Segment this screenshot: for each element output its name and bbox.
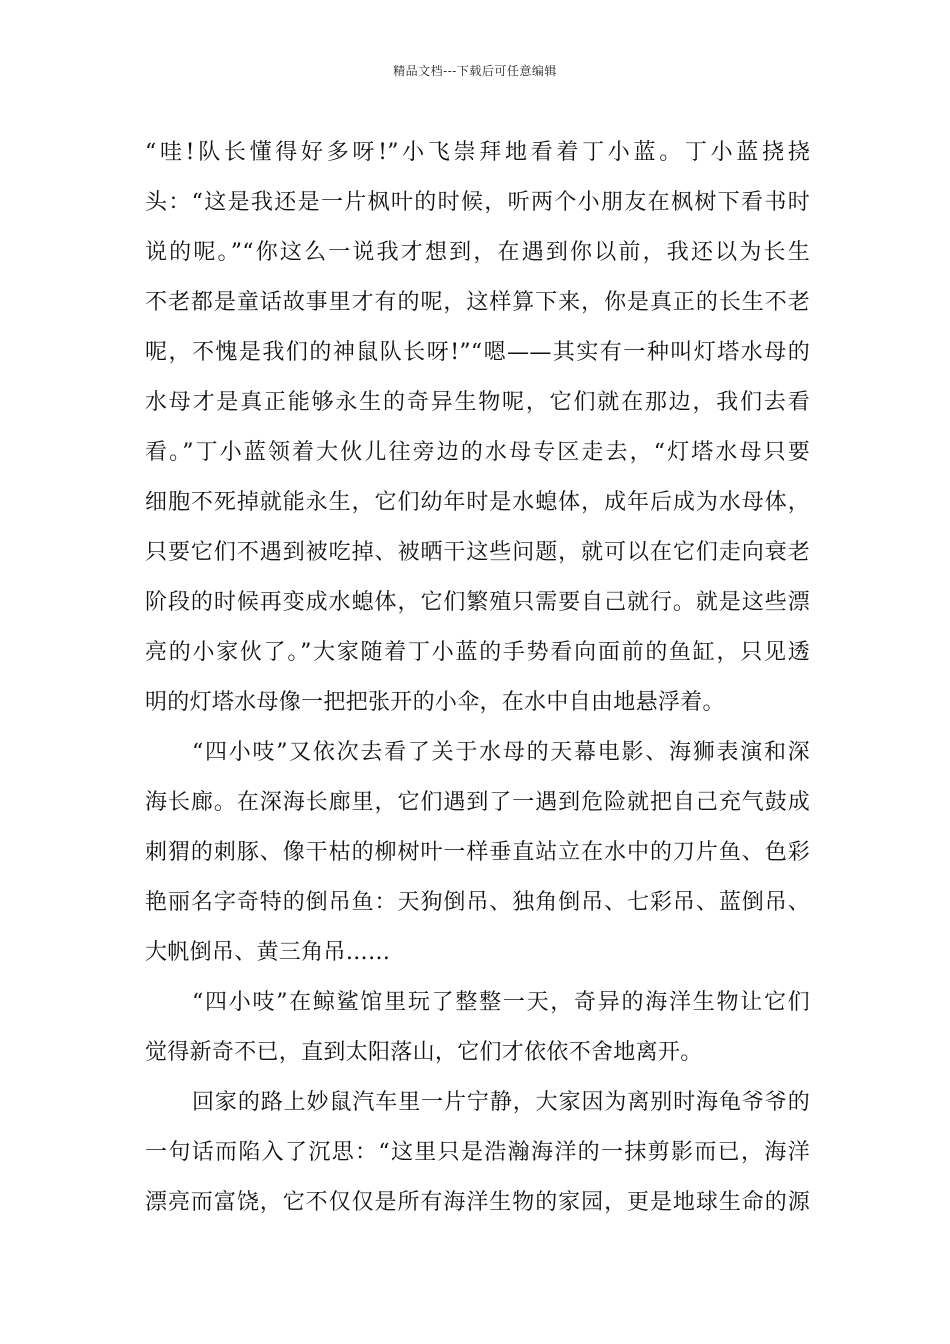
text-line: 只要它们不遇到被吃掉、被晒干这些问题，就可以在它们走向衰老 <box>145 540 810 565</box>
text-line: 看。”丁小蓝领着大伙儿往旁边的水母专区走去，“灯塔水母只要 <box>145 440 810 465</box>
text-line: “哇!队长懂得好多呀!”小飞崇拜地看着丁小蓝。丁小蓝挠挠 <box>145 140 810 165</box>
text-line: 觉得新奇不已，直到太阳落山，它们才依依不舍地离开。 <box>145 1040 703 1065</box>
text-line: 回家的路上妙鼠汽车里一片宁静，大家因为离别时海龟爷爷的 <box>192 1090 810 1115</box>
text-line: 亮的小家伙了。”大家随着丁小蓝的手势看向面前的鱼缸，只见透 <box>145 640 810 665</box>
text-line: 水母才是真正能够永生的奇异生物呢，它们就在那边，我们去看 <box>145 390 810 415</box>
text-line: 刺猬的刺豚、像干枯的柳树叶一样垂直站立在水中的刀片鱼、色彩 <box>145 840 810 865</box>
text-line: 明的灯塔水母像一把把张开的小伞，在水中自由地悬浮着。 <box>145 690 725 715</box>
body-text <box>145 128 810 1228</box>
text-line: 艳丽名字奇特的倒吊鱼：天狗倒吊、独角倒吊、七彩吊、蓝倒吊、 <box>145 890 810 915</box>
text-line: “四小吱”又依次去看了关于水母的天幕电影、海狮表演和深 <box>192 740 810 765</box>
text-line: 阶段的时候再变成水螅体，它们繁殖只需要自己就行。就是这些漂 <box>145 590 810 615</box>
text-line: 头：“这是我还是一片枫叶的时候，听两个小朋友在枫树下看书时 <box>145 190 810 215</box>
text-line: 细胞不死掉就能永生，它们幼年时是水螅体，成年后成为水母体， <box>145 490 810 515</box>
text-line: 不老都是童话故事里才有的呢，这样算下来，你是真正的长生不老 <box>145 290 810 315</box>
text-line: “四小吱”在鲸鲨馆里玩了整整一天，奇异的海洋生物让它们 <box>192 990 810 1015</box>
text-line: 漂亮而富饶，它不仅仅是所有海洋生物的家园，更是地球生命的源 <box>145 1190 810 1215</box>
page-header: 精品文档---下载后可任意编辑 <box>393 64 557 78</box>
text-line: 大帆倒吊、黄三角吊…… <box>145 940 391 965</box>
text-line: 说的呢。”“你这么一说我才想到，在遇到你以前，我还以为长生 <box>145 240 810 265</box>
text-line: 海长廊。在深海长廊里，它们遇到了一遇到危险就把自己充气鼓成 <box>145 790 810 815</box>
text-line: 呢，不愧是我们的神鼠队长呀!”“嗯——其实有一种叫灯塔水母的 <box>145 340 810 365</box>
text-line: 一句话而陷入了沉思：“这里只是浩瀚海洋的一抹剪影而已，海洋 <box>145 1140 810 1165</box>
